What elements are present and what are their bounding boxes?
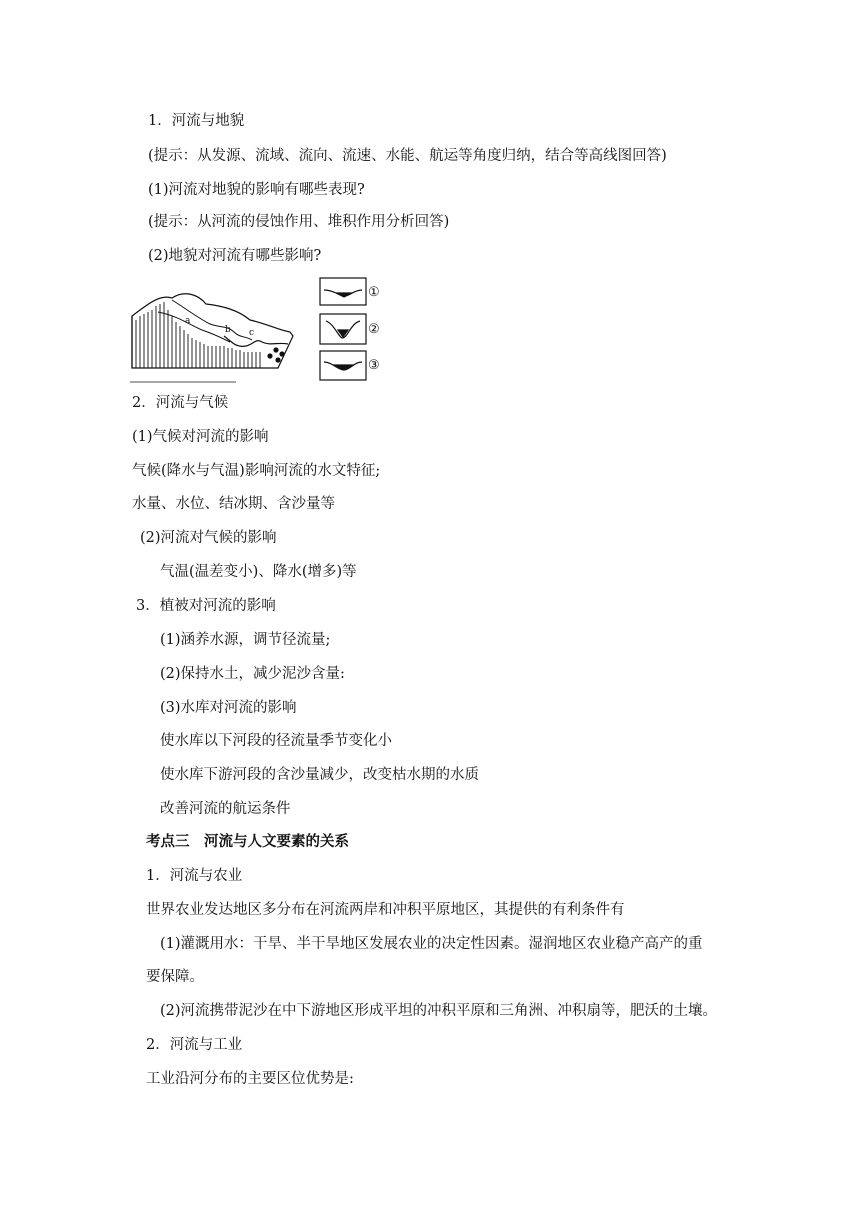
cross-section-label-2: ② bbox=[368, 322, 380, 337]
line-26: 工业沿河分布的主要区位优势是: bbox=[146, 1071, 354, 1087]
line-7: (1)气候对河流的影响 bbox=[132, 429, 269, 445]
line-23: 要保障。 bbox=[146, 969, 204, 985]
cross-section-label-3: ③ bbox=[368, 358, 380, 373]
block-diagram bbox=[130, 294, 293, 382]
line-3: (1)河流对地貌的影响有哪些表现? bbox=[148, 182, 365, 198]
line-13: (1)涵养水源，调节径流量; bbox=[160, 632, 331, 648]
line-18: 改善河流的航运条件 bbox=[160, 801, 291, 817]
cross-section-label-1: ① bbox=[368, 285, 380, 300]
line-22: (1)灌溉用水：干旱、半干旱地区发展农业的决定性因素。湿润地区农业稳产高产的重 bbox=[160, 936, 703, 952]
label-b: b bbox=[225, 325, 231, 335]
line-1: 1．河流与地貌 bbox=[148, 113, 245, 129]
line-6: 2．河流与气候 bbox=[132, 395, 229, 411]
line-2: (提示：从发源、流域、流向、流速、水能、航运等角度归纳，结合等高线图回答) bbox=[148, 148, 667, 164]
line-15: (3)水库对河流的影响 bbox=[160, 700, 297, 716]
line-20: 1．河流与农业 bbox=[146, 868, 243, 884]
line-25: 2．河流与工业 bbox=[146, 1037, 243, 1053]
line-9: 水量、水位、结冰期、含沙量等 bbox=[132, 496, 335, 512]
label-c: c bbox=[249, 328, 255, 338]
river-landform-figure bbox=[128, 276, 388, 386]
line-14: (2)保持水土，减少泥沙含量: bbox=[160, 666, 345, 682]
cross-section-1 bbox=[320, 278, 366, 305]
line-4: (提示：从河流的侵蚀作用、堆积作用分析回答) bbox=[148, 214, 450, 230]
line-8: 气候(降水与气温)影响河流的水文特征; bbox=[132, 463, 381, 479]
label-a: a bbox=[185, 316, 191, 326]
line-10: (2)河流对气候的影响 bbox=[140, 530, 277, 546]
section-heading: 考点三 河流与人文要素的关系 bbox=[146, 834, 349, 850]
cross-section-2 bbox=[320, 314, 366, 344]
line-12: 3．植被对河流的影响 bbox=[136, 598, 276, 614]
line-5: (2)地貌对河流有哪些影响? bbox=[148, 248, 322, 264]
line-21: 世界农业发达地区多分布在河流两岸和冲积平原地区，其提供的有利条件有 bbox=[146, 902, 625, 918]
line-24: (2)河流携带泥沙在中下游地区形成平坦的冲积平原和三角洲、冲积扇等，肥沃的土壤。 bbox=[160, 1003, 718, 1019]
line-17: 使水库下游河段的含沙量减少，改变枯水期的水质 bbox=[160, 767, 479, 783]
line-11: 气温(温差变小)、降水(增多)等 bbox=[160, 564, 357, 580]
cross-section-3 bbox=[320, 351, 366, 380]
line-16: 使水库以下河段的径流量季节变化小 bbox=[160, 733, 392, 749]
